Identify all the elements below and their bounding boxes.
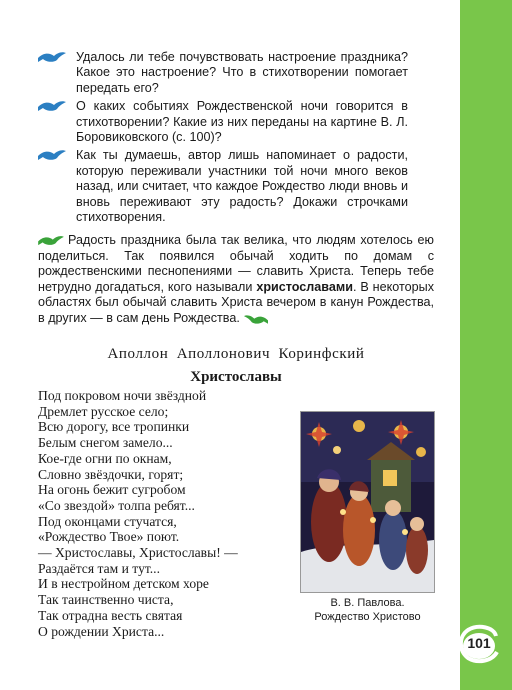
poem-line: — Христославы, Христославы! — xyxy=(38,545,238,561)
question-item xyxy=(38,148,408,225)
caption-title: Рождество Христово xyxy=(314,611,421,623)
blue-bird-icon xyxy=(38,51,66,63)
question-list xyxy=(38,50,408,228)
poem-line: И в нестройном детском хоре xyxy=(38,576,209,592)
blue-bird-icon xyxy=(38,100,66,112)
poem-line: «Рождество Твое» поют. xyxy=(38,529,180,545)
question-text: Как ты думаешь, автор лишь напоминает о радости, которую переживали участники той ночи много веков назад, или считает, что каждое Рождество люди вновь и вновь переживают эту радость? Докажи строчками стихотворения. xyxy=(76,148,408,225)
poem-line: Дремлет русское село; xyxy=(38,403,169,419)
page-number: 101 xyxy=(467,635,491,651)
poem-line: Белым снегом замело... xyxy=(38,435,173,451)
poem-author: Аполлон Аполлонович Коринфский xyxy=(107,346,365,362)
poem-line: Всю дорогу, все тропинки xyxy=(38,419,190,435)
poem-line: Под оконцами стучатся, xyxy=(38,513,177,529)
painting-caption xyxy=(290,596,445,624)
poem-title: Христославы xyxy=(190,369,282,385)
caption-author: В. В. Павлова. xyxy=(330,597,405,609)
poem-line: На огонь бежит сугробом xyxy=(38,482,186,498)
poem-line: Кое-где огни по окнам, xyxy=(38,450,172,466)
painting-image xyxy=(300,411,435,593)
green-bird-icon xyxy=(244,314,268,325)
page-number-badge xyxy=(456,624,500,664)
poem-line: Так отрадна весть святая xyxy=(38,607,183,623)
poem-line: Раздаётся там и тут... xyxy=(38,560,160,576)
green-bird-icon xyxy=(38,235,64,246)
poem-line: О рождении Христа... xyxy=(38,623,165,639)
info-text-part2: . В некоторых областях был обычай славить Христа вечером в канун Рождества, в других — в сам день Рождества. xyxy=(38,279,435,325)
poem-line: «Со звездой» толпа ребят... xyxy=(38,497,195,513)
question-item xyxy=(38,50,408,96)
page-edge-band xyxy=(460,0,512,690)
question-text: О каких событиях Рождественской ночи говорится в стихотворении? Какие из них переданы на картине В. Л. Боровиковского (с. 100)? xyxy=(76,99,408,145)
blue-bird-icon xyxy=(38,149,66,161)
poem-line: Под покровом ночи звёздной xyxy=(38,388,207,403)
info-bold-term: христославами xyxy=(256,279,353,294)
question-text: Удалось ли тебе почувствовать настроение праздника? Какое это настроение? Что в стихотворении помогает передать его? xyxy=(76,50,408,95)
poem-line: Словно звёздочки, горят; xyxy=(38,466,184,482)
poem-text xyxy=(38,388,308,639)
question-item xyxy=(38,99,408,145)
poem-line: Так таинственно чиста, xyxy=(38,592,174,608)
info-text-part1: Радость праздника была так велика, что людям хотелось ею поделиться. Так появился обычай ходить по домам с рождественскими песнопениями — славить Христа. Теперь тебе нетрудно догадаться, кого называли xyxy=(38,233,434,294)
info-paragraph xyxy=(38,233,434,327)
